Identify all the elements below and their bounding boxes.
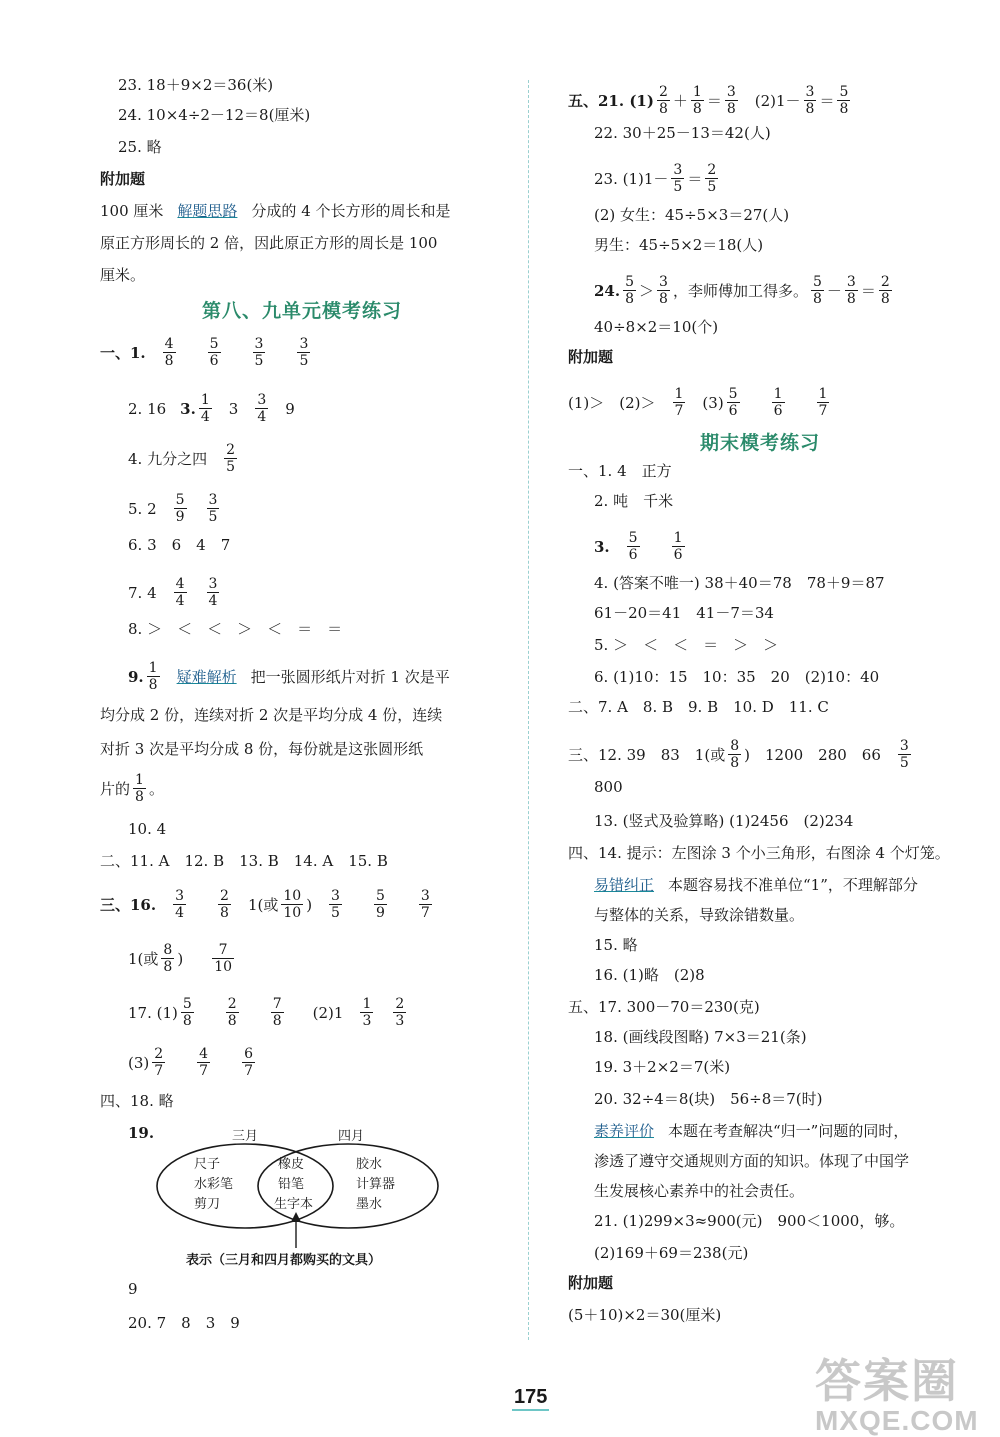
answer-r23-line2: (2) 女生：45÷5×3＝27(人) — [594, 206, 790, 224]
fraction: $\frac{2}{8}$ — [227, 996, 237, 1029]
tag-solution-idea: 解题思路 — [177, 202, 238, 220]
fraction: $\frac{3}{5}$ — [673, 162, 683, 195]
answer-16-line1: 三、16. $\frac{3}{4}$ $\frac{2}{8}$ 1(或 $\frac{10}{10}$ ) $\frac{3}{5}$ $\frac{5}{9}$ $\frac{3}{7}$ — [100, 888, 430, 921]
answer-2-3: 2. 16 3. $\frac{1}{4}$ 3 $\frac{3}{4}$ 9 — [128, 392, 295, 425]
answer-19-value: 9 — [128, 1280, 138, 1298]
section-title-unit-8-9: 第八、九单元模考练习 — [202, 300, 403, 322]
venn-left-item: 剪刀 — [194, 1197, 221, 1212]
fraction: $\frac{5}{9}$ — [375, 888, 385, 921]
fraction: $\frac{2}{8}$ — [658, 84, 668, 117]
answer-e18: 18. (画线段图略) 7×3＝21(条) — [594, 1028, 807, 1046]
fraction: $\frac{1}{3}$ — [362, 996, 372, 1029]
column-divider — [528, 80, 529, 1340]
fraction: $\frac{4}{4}$ — [175, 576, 185, 609]
fraction: $\frac{1}{4}$ — [200, 392, 210, 425]
answer-6: 6. 3 6 4 7 — [128, 536, 231, 554]
fraction: $\frac{1}{7}$ — [818, 386, 828, 419]
answer-19-label: 19. — [128, 1124, 155, 1142]
answer-20: 20. 7 8 3 9 — [128, 1314, 240, 1332]
answer-9-line2: 均分成 2 份，连续对折 2 次是平均分成 4 份，连续 — [100, 706, 443, 724]
answer-e15: 15. 略 — [594, 936, 638, 954]
answer-9-line1: 9. $\frac{1}{8}$ 疑难解析 把一张圆形纸片对折 1 次是平 — [128, 660, 450, 693]
fraction: $\frac{1}{7}$ — [674, 386, 684, 419]
bonus-heading: 附加题 — [100, 170, 146, 188]
fraction: $\frac{2}{7}$ — [154, 1046, 164, 1079]
venn-mid-item: 橡皮 — [278, 1157, 305, 1172]
fraction: $\frac{7}{10}$ — [214, 942, 233, 975]
fraction: $\frac{5}{8}$ — [182, 996, 192, 1029]
section-title-final: 期末模考练习 — [700, 432, 821, 454]
page-number: 175 — [512, 1386, 549, 1411]
venn-right-item: 胶水 — [356, 1157, 383, 1172]
fraction: $\frac{2}{5}$ — [226, 442, 236, 475]
answer-e5: 5. ＞ ＜ ＜ ＝ ＞ ＞ — [594, 636, 779, 654]
answer-1: 一、1. $\frac{4}{8}$ $\frac{5}{6}$ $\frac{3}{5}$ $\frac{3}{5}$ — [100, 336, 309, 369]
answer-23: 23. 18＋9×2＝36(米) — [118, 76, 274, 94]
answer-8: 8. ＞ ＜ ＜ ＞ ＜ ＝ ＝ — [128, 620, 343, 638]
fraction: $\frac{3}{5}$ — [299, 336, 309, 369]
answer-11-15: 二、11. A 12. B 13. B 14. A 15. B — [100, 852, 388, 870]
answer-r22: 22. 30＋25－13＝42(人) — [594, 124, 771, 142]
answer-e21-line2: (2)169＋69＝238(元) — [594, 1244, 749, 1262]
answer-e12-line2: 800 — [594, 778, 623, 796]
venn-mid-item: 生字本 — [274, 1197, 314, 1212]
venn-right-item: 墨水 — [356, 1197, 383, 1212]
fraction: $\frac{1}{8}$ — [135, 772, 144, 805]
fraction: $\frac{1}{6}$ — [773, 386, 783, 419]
answer-9-line4: 片的 $\frac{1}{8}$ 。 — [100, 772, 164, 805]
fraction: $\frac{8}{8}$ — [730, 738, 740, 771]
answer-e21-line1: 21. (1)299×3≈900(元) 900＜1000，够。 — [594, 1212, 905, 1230]
fraction: $\frac{5}{8}$ — [839, 84, 849, 117]
fraction: $\frac{3}{8}$ — [805, 84, 815, 117]
fraction: $\frac{10}{10}$ — [283, 888, 302, 921]
answer-e20: 20. 32÷4＝8(块) 56÷8＝7(时) — [594, 1090, 823, 1108]
fraction: $\frac{3}{5}$ — [331, 888, 340, 921]
answer-r23-line3: 男生：45÷5×2＝18(人) — [594, 236, 764, 254]
fraction: $\frac{3}{4}$ — [257, 392, 267, 425]
answer-e14-line2: 易错纠正 本题容易找不准单位“1”，不理解部分 — [594, 876, 918, 894]
tag-error-correction: 易错纠正 — [594, 876, 655, 894]
fraction: $\frac{5}{6}$ — [628, 530, 638, 563]
fraction: $\frac{5}{6}$ — [209, 336, 219, 369]
venn-left-item: 水彩笔 — [194, 1177, 234, 1192]
answer-e3: 3. $\frac{5}{6}$ $\frac{1}{6}$ — [594, 530, 683, 563]
venn-left-item: 尺子 — [194, 1157, 221, 1172]
fraction: $\frac{6}{7}$ — [244, 1046, 254, 1079]
fraction: $\frac{2}{8}$ — [880, 274, 890, 307]
fraction: $\frac{3}{8}$ — [846, 274, 856, 307]
answer-e6: 6. (1)10：15 10：35 20 (2)10：40 — [594, 668, 880, 686]
answer-16-line2: 1(或 $\frac{8}{8}$ ) $\frac{7}{10}$ — [128, 942, 233, 975]
bonus-answer-line2: 原正方形周长的 2 倍，因此原正方形的周长是 100 — [100, 234, 438, 252]
fraction: $\frac{3}{5}$ — [208, 492, 218, 525]
venn-right-item: 计算器 — [356, 1177, 396, 1192]
fraction: $\frac{7}{8}$ — [272, 996, 282, 1029]
fraction: $\frac{1}{8}$ — [692, 84, 702, 117]
answer-17-line1: 17. (1) $\frac{5}{8}$ $\frac{2}{8}$ $\frac{7}{8}$ (2)1 $\frac{1}{3}$ $\frac{2}{3}$ — [128, 996, 405, 1029]
tag-literacy-evaluation: 素养评价 — [594, 1122, 655, 1140]
fraction: $\frac{3}{7}$ — [420, 888, 430, 921]
answer-e17: 五、17. 300－70＝230(克) — [568, 998, 760, 1016]
answer-e20-note-line2: 渗透了遵守交通规则方面的知识。体现了中国学 — [594, 1152, 910, 1170]
fraction: $\frac{5}{8}$ — [625, 274, 635, 307]
answer-e12-line1: 三、12. 39 83 1(或 $\frac{8}{8}$ ) 1200 280 66 $\frac{3}{5}$ — [568, 738, 909, 771]
fraction: $\frac{2}{5}$ — [707, 162, 717, 195]
bonus-heading-final: 附加题 — [568, 1274, 614, 1292]
tag-difficulty-analysis: 疑难解析 — [176, 667, 237, 686]
bonus-answer-line1: 100 厘米 解题思路 分成的 4 个长方形的周长和是 — [100, 202, 451, 220]
fraction: $\frac{5}{6}$ — [728, 386, 738, 419]
fraction: $\frac{1}{6}$ — [673, 530, 683, 563]
venn-label-march: 三月 — [232, 1129, 259, 1144]
venn-circle-march — [157, 1144, 333, 1228]
fraction: $\frac{8}{8}$ — [163, 942, 173, 975]
venn-label-april: 四月 — [338, 1129, 365, 1144]
fraction: $\frac{4}{7}$ — [199, 1046, 209, 1079]
fraction: $\frac{3}{5}$ — [254, 336, 264, 369]
answer-e7-11: 二、7. A 8. B 9. B 10. D 11. C — [568, 698, 829, 716]
venn-mid-item: 铅笔 — [278, 1177, 305, 1192]
answer-e20-note-line1: 素养评价 本题在考查解决“归一”问题的同时， — [594, 1122, 909, 1140]
answer-e2: 2. 吨 千米 — [594, 492, 674, 510]
answer-e14-line1: 四、14. 提示：左图涂 3 个小三角形，右图涂 4 个灯笼。 — [568, 844, 950, 862]
fraction: $\frac{3}{5}$ — [899, 738, 909, 771]
answer-e4-line2: 61－20＝41 41－7＝34 — [594, 604, 774, 622]
fraction: $\frac{3}{4}$ — [208, 576, 218, 609]
answer-9-line3: 对折 3 次是平均分成 8 份，每份就是这张圆形纸 — [100, 740, 424, 758]
bonus-heading-right: 附加题 — [568, 348, 614, 366]
bonus-answer-line3: 厘米。 — [100, 266, 146, 284]
answer-e20-note-line3: 生发展核心素养中的社会责任。 — [594, 1182, 805, 1200]
watermark-logo: 答案圈 MXQE.COM — [815, 1355, 979, 1436]
fraction: $\frac{1}{8}$ — [148, 660, 158, 693]
bonus-answer-right: (1)＞ (2)＞ $\frac{1}{7}$ (3) $\frac{5}{6}$ $\frac{1}{6}$ $\frac{1}{7}$ — [568, 386, 828, 419]
fraction: $\frac{4}{8}$ — [164, 336, 174, 369]
answer-7: 7. 4 $\frac{4}{4}$ $\frac{3}{4}$ — [128, 576, 218, 609]
answer-e4-line1: 4. (答案不唯一) 38＋40＝78 78＋9＝87 — [594, 574, 885, 592]
bonus-answer-final: (5＋10)×2＝30(厘米) — [568, 1306, 722, 1324]
answer-17-line2: (3) $\frac{2}{7}$ $\frac{4}{7}$ $\frac{6}{7}$ — [128, 1046, 254, 1079]
answer-e13: 13. (竖式及验算略) (1)2456 (2)234 — [594, 812, 854, 830]
answer-5: 5. 2 $\frac{5}{9}$ $\frac{3}{5}$ — [128, 492, 218, 525]
fraction: $\frac{3}{8}$ — [659, 274, 668, 307]
answer-r23-line1: 23. (1)1－ $\frac{3}{5}$ ＝ $\frac{2}{5}$ — [594, 162, 717, 195]
fraction: $\frac{3}{4}$ — [175, 888, 185, 921]
answer-e19: 19. 3＋2×2＝7(米) — [594, 1058, 731, 1076]
answer-r24-line1: 24. $\frac{5}{8}$ ＞ $\frac{3}{8}$ ，李师傅加工得多。 $\frac{5}{8}$ － $\frac{3}{8}$ ＝ $\frac{2}{8}$ — [594, 274, 890, 307]
answer-24: 24. 10×4÷2－12＝8(厘米) — [118, 106, 311, 124]
fraction: $\frac{5}{8}$ — [812, 274, 822, 307]
answer-10: 10. 4 — [128, 820, 167, 838]
answer-r21: 五、21. (1) $\frac{2}{8}$ ＋ $\frac{1}{8}$ ＝ $\frac{3}{8}$ (2)1－ $\frac{3}{8}$ ＝ $\frac{5}{8}$ — [568, 84, 849, 117]
answer-18: 四、18. 略 — [100, 1092, 174, 1110]
fraction: $\frac{3}{8}$ — [726, 84, 736, 117]
venn-caption: 表示（三月和四月都购买的文具） — [186, 1253, 382, 1268]
fraction: $\frac{5}{9}$ — [175, 492, 185, 525]
answer-e16: 16. (1)略 (2)8 — [594, 966, 705, 984]
fraction: $\frac{2}{8}$ — [220, 888, 229, 921]
fraction: $\frac{2}{3}$ — [395, 996, 405, 1029]
answer-e14-line3: 与整体的关系，导致涂错数量。 — [594, 906, 805, 924]
answer-4: 4. 九分之四 $\frac{2}{5}$ — [128, 442, 236, 475]
venn-diagram — [150, 1122, 450, 1272]
answer-r24-line2: 40÷8×2＝10(个) — [594, 318, 719, 336]
answer-25: 25. 略 — [118, 138, 162, 156]
answer-e1: 一、1. 4 正方 — [568, 462, 672, 480]
venn-pointer-arrow — [291, 1212, 301, 1222]
